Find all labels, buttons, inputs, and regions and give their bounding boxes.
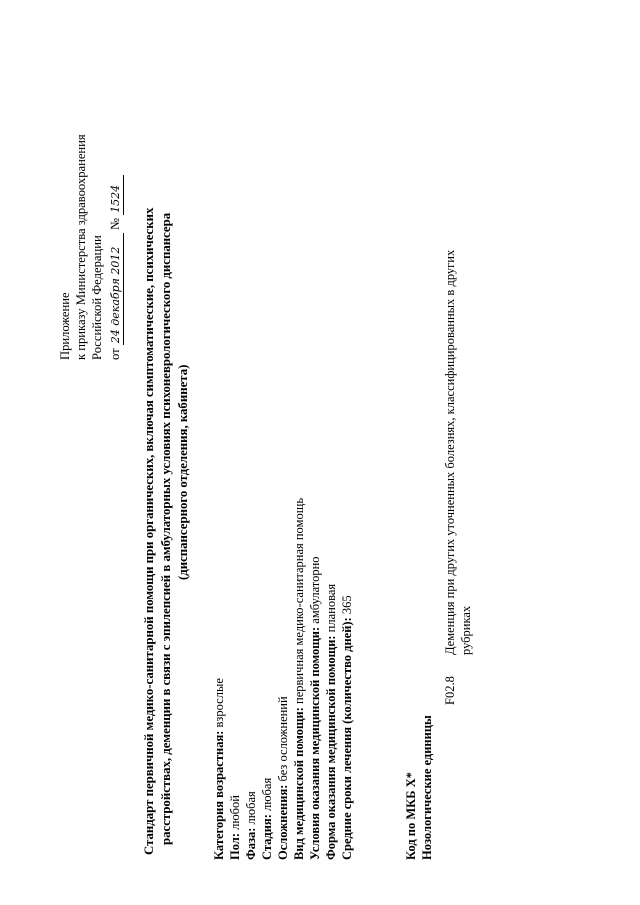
title-line-2: расстройствах, деменции в связи с эпилепсией в амбулаторных условиях психоневрологического диспансера <box>159 212 173 845</box>
annex-from-label: от <box>108 348 122 360</box>
title-line-3: (диспансерного отделения, кабинета) <box>176 364 190 580</box>
annex-line-2: к приказу Министерства здравоохранения <box>74 134 88 360</box>
annex-number-handwritten: 1524 <box>108 175 124 215</box>
param-complications: Осложнения: без осложнений <box>276 696 290 860</box>
nosology-header: Нозологические единицы <box>420 715 434 860</box>
param-care-type: Вид медицинской помощи: первичная медико-санитарная помощь <box>292 497 306 860</box>
param-age: Категория возрастная: взрослые <box>212 678 226 860</box>
param-sex: Пол: любой <box>228 795 242 860</box>
icd-description-line-2: рубриках <box>459 605 473 655</box>
annex-line-1: Приложение <box>58 292 72 360</box>
icd-description-line-1: Деменция при других уточненных болезнях, классифицированных в других <box>443 249 457 655</box>
param-stage: Стадия: любая <box>260 777 274 860</box>
title-line-1: Стандарт первичной медико-санитарной помощи при органических, включая симптоматические, психических <box>142 207 156 855</box>
param-phase: Фаза: любая <box>244 791 258 860</box>
annex-line-4 <box>108 175 124 360</box>
param-care-form: Форма оказания медицинской помощи: плановая <box>324 583 338 860</box>
param-duration: Средние сроки лечения (количество дней): 365 <box>340 595 354 860</box>
annex-date-handwritten: 24 декабря 2012 <box>108 233 124 345</box>
icd-code: F02.8 <box>443 676 457 705</box>
icd-header: Код по МКБ X* <box>404 772 418 860</box>
annex-number-label: № <box>108 218 122 231</box>
annex-line-3: Российской Федерации <box>90 235 104 360</box>
param-care-conditions: Условия оказания медицинской помощи: амбулаторно <box>308 556 322 860</box>
